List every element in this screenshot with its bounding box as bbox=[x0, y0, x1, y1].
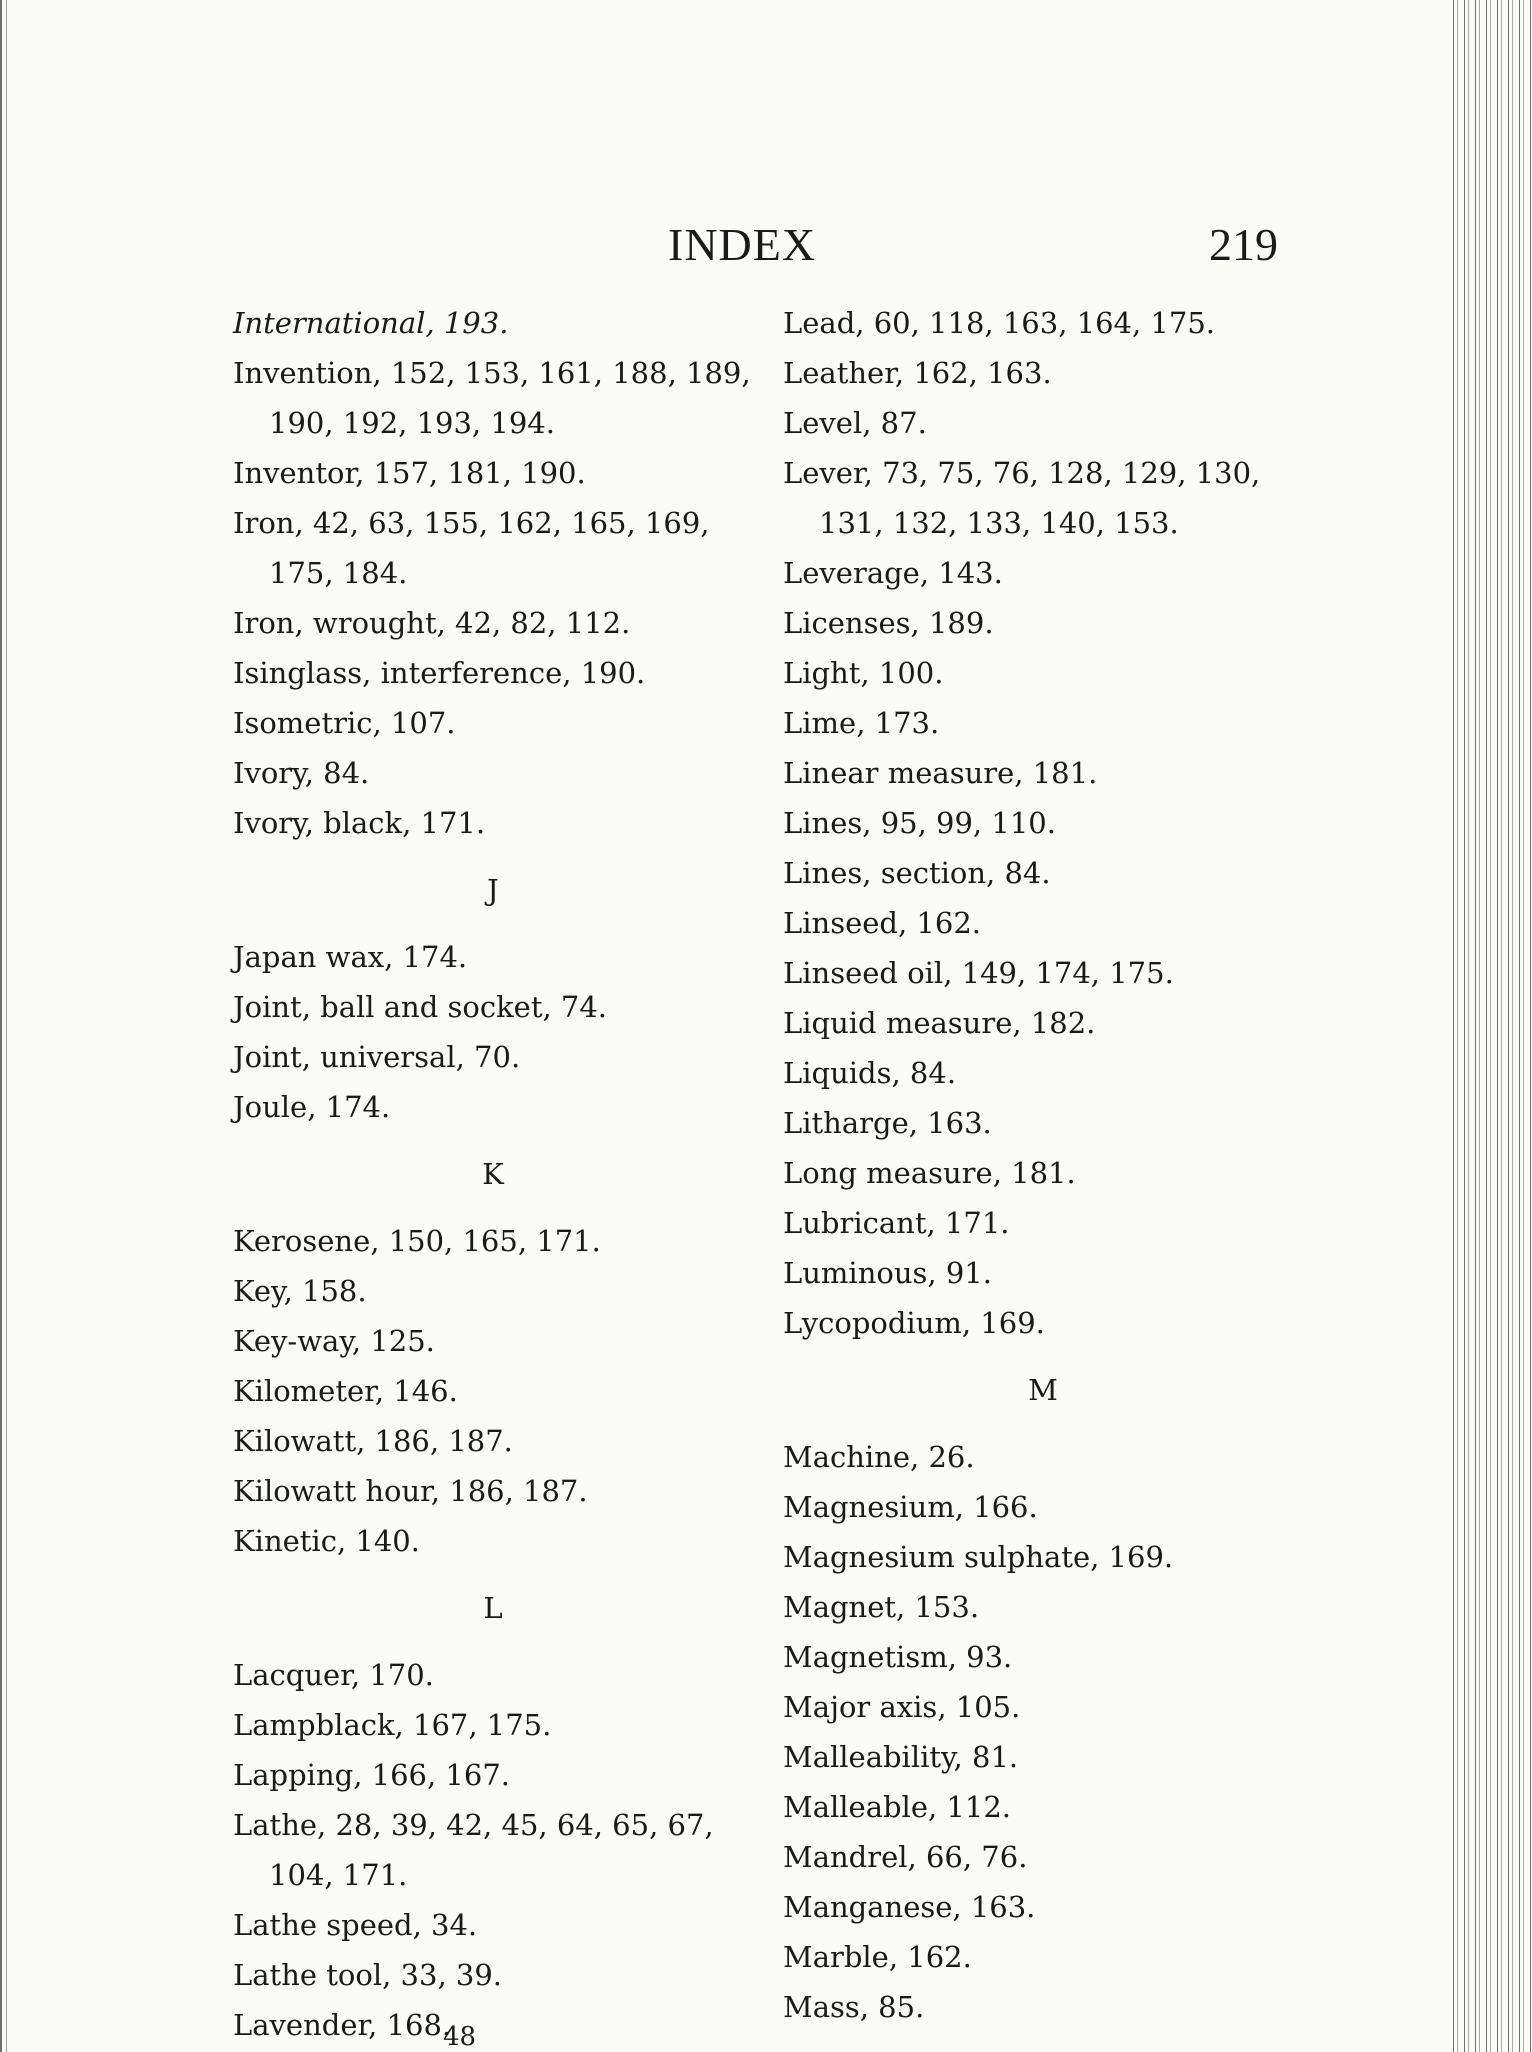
page-edge-left bbox=[0, 0, 14, 2052]
index-entry: Ivory, black, 171. bbox=[233, 806, 486, 840]
index-entry: Lampblack, 167, 175. bbox=[233, 1708, 552, 1742]
index-entry: Inventor, 157, 181, 190. bbox=[233, 456, 586, 490]
index-entry: Magnetism, 93. bbox=[783, 1640, 1013, 1674]
index-entry: Light, 100. bbox=[783, 656, 944, 690]
index-entry: Liquids, 84. bbox=[783, 1056, 957, 1090]
letter-heading: M bbox=[1028, 1373, 1058, 1407]
index-entry: Leverage, 143. bbox=[783, 556, 1003, 590]
index-entry: Joint, universal, 70. bbox=[233, 1040, 521, 1074]
index-entry: Linseed, 162. bbox=[783, 906, 981, 940]
index-entry: Kerosene, 150, 165, 171. bbox=[233, 1224, 601, 1258]
index-entry: Long measure, 181. bbox=[783, 1156, 1076, 1190]
index-entry: Joint, ball and socket, 74. bbox=[233, 990, 608, 1024]
letter-heading: K bbox=[482, 1157, 504, 1191]
index-entry: Linseed oil, 149, 174, 175. bbox=[783, 956, 1174, 990]
index-entry: Litharge, 163. bbox=[783, 1106, 992, 1140]
index-entry: Lathe tool, 33, 39. bbox=[233, 1958, 503, 1992]
index-entry: Magnesium sulphate, 169. bbox=[783, 1540, 1174, 1574]
running-head bbox=[0, 218, 1532, 278]
page-title: INDEX bbox=[668, 219, 817, 270]
index-entry: Lathe speed, 34. bbox=[233, 1908, 478, 1942]
index-entry: Lycopodium, 169. bbox=[783, 1306, 1045, 1340]
index-entry: Kilowatt, 186, 187. bbox=[233, 1424, 513, 1458]
index-entry: Magnesium, 166. bbox=[783, 1490, 1038, 1524]
index-entry: Kilowatt hour, 186, 187. bbox=[233, 1474, 588, 1508]
index-entry: Isometric, 107. bbox=[233, 706, 456, 740]
index-entry: Joule, 174. bbox=[233, 1090, 391, 1124]
index-entry: Lever, 73, 75, 76, 128, 129, 130, 131, 132, 133, 140, 153. bbox=[783, 456, 1261, 540]
index-entry: Level, 87. bbox=[783, 406, 927, 440]
signature-folio: 48 bbox=[443, 2022, 477, 2052]
index-entry: Invention, 152, 153, 161, 188, 189, 190, 192, 193, 194. bbox=[233, 356, 751, 440]
index-entry: Lead, 60, 118, 163, 164, 175. bbox=[783, 306, 1215, 340]
index-entry: Malleable, 112. bbox=[783, 1790, 1011, 1824]
letter-heading: J bbox=[487, 873, 499, 907]
index-entry: Lime, 173. bbox=[783, 706, 940, 740]
index-entry: Major axis, 105. bbox=[783, 1690, 1021, 1724]
index-column-right bbox=[783, 298, 1303, 2032]
index-entry: Leather, 162, 163. bbox=[783, 356, 1052, 390]
index-entry: Lacquer, 170. bbox=[233, 1658, 434, 1692]
index-entry: Kilometer, 146. bbox=[233, 1374, 458, 1408]
index-entry: Licenses, 189. bbox=[783, 606, 994, 640]
index-entry: International, 193. bbox=[233, 306, 509, 340]
index-entry: Lubricant, 171. bbox=[783, 1206, 1010, 1240]
index-entry: Malleability, 81. bbox=[783, 1740, 1019, 1774]
index-entry: Marble, 162. bbox=[783, 1940, 972, 1974]
index-entry: Isinglass, interference, 190. bbox=[233, 656, 646, 690]
index-entry: Lines, section, 84. bbox=[783, 856, 1051, 890]
index-entry: Lines, 95, 99, 110. bbox=[783, 806, 1056, 840]
letter-heading: L bbox=[483, 1591, 503, 1625]
index-column-left bbox=[233, 298, 753, 2050]
index-entry: Lathe, 28, 39, 42, 45, 64, 65, 67, 104, 171. bbox=[233, 1808, 714, 1892]
index-entry: Lavender, 168. bbox=[233, 2008, 452, 2042]
index-entry: Ivory, 84. bbox=[233, 756, 370, 790]
index-entry: Kinetic, 140. bbox=[233, 1524, 420, 1558]
index-entry: Manganese, 163. bbox=[783, 1890, 1036, 1924]
index-entry: Lapping, 166, 167. bbox=[233, 1758, 510, 1792]
index-entry: Linear measure, 181. bbox=[783, 756, 1098, 790]
index-entry: Magnet, 153. bbox=[783, 1590, 980, 1624]
index-entry: Luminous, 91. bbox=[783, 1256, 992, 1290]
index-entry: Machine, 26. bbox=[783, 1440, 975, 1474]
index-entry: Iron, wrought, 42, 82, 112. bbox=[233, 606, 631, 640]
index-entry: Key, 158. bbox=[233, 1274, 367, 1308]
index-entry: Japan wax, 174. bbox=[233, 940, 468, 974]
index-entry: Mass, 85. bbox=[783, 1990, 925, 2024]
index-entry: Mandrel, 66, 76. bbox=[783, 1840, 1028, 1874]
index-entry: Liquid measure, 182. bbox=[783, 1006, 1096, 1040]
index-entry: Iron, 42, 63, 155, 162, 165, 169, 175, 184. bbox=[233, 506, 710, 590]
index-entry: Key-way, 125. bbox=[233, 1324, 435, 1358]
page-number: 219 bbox=[1209, 219, 1278, 270]
page-edge-right bbox=[1450, 0, 1532, 2052]
